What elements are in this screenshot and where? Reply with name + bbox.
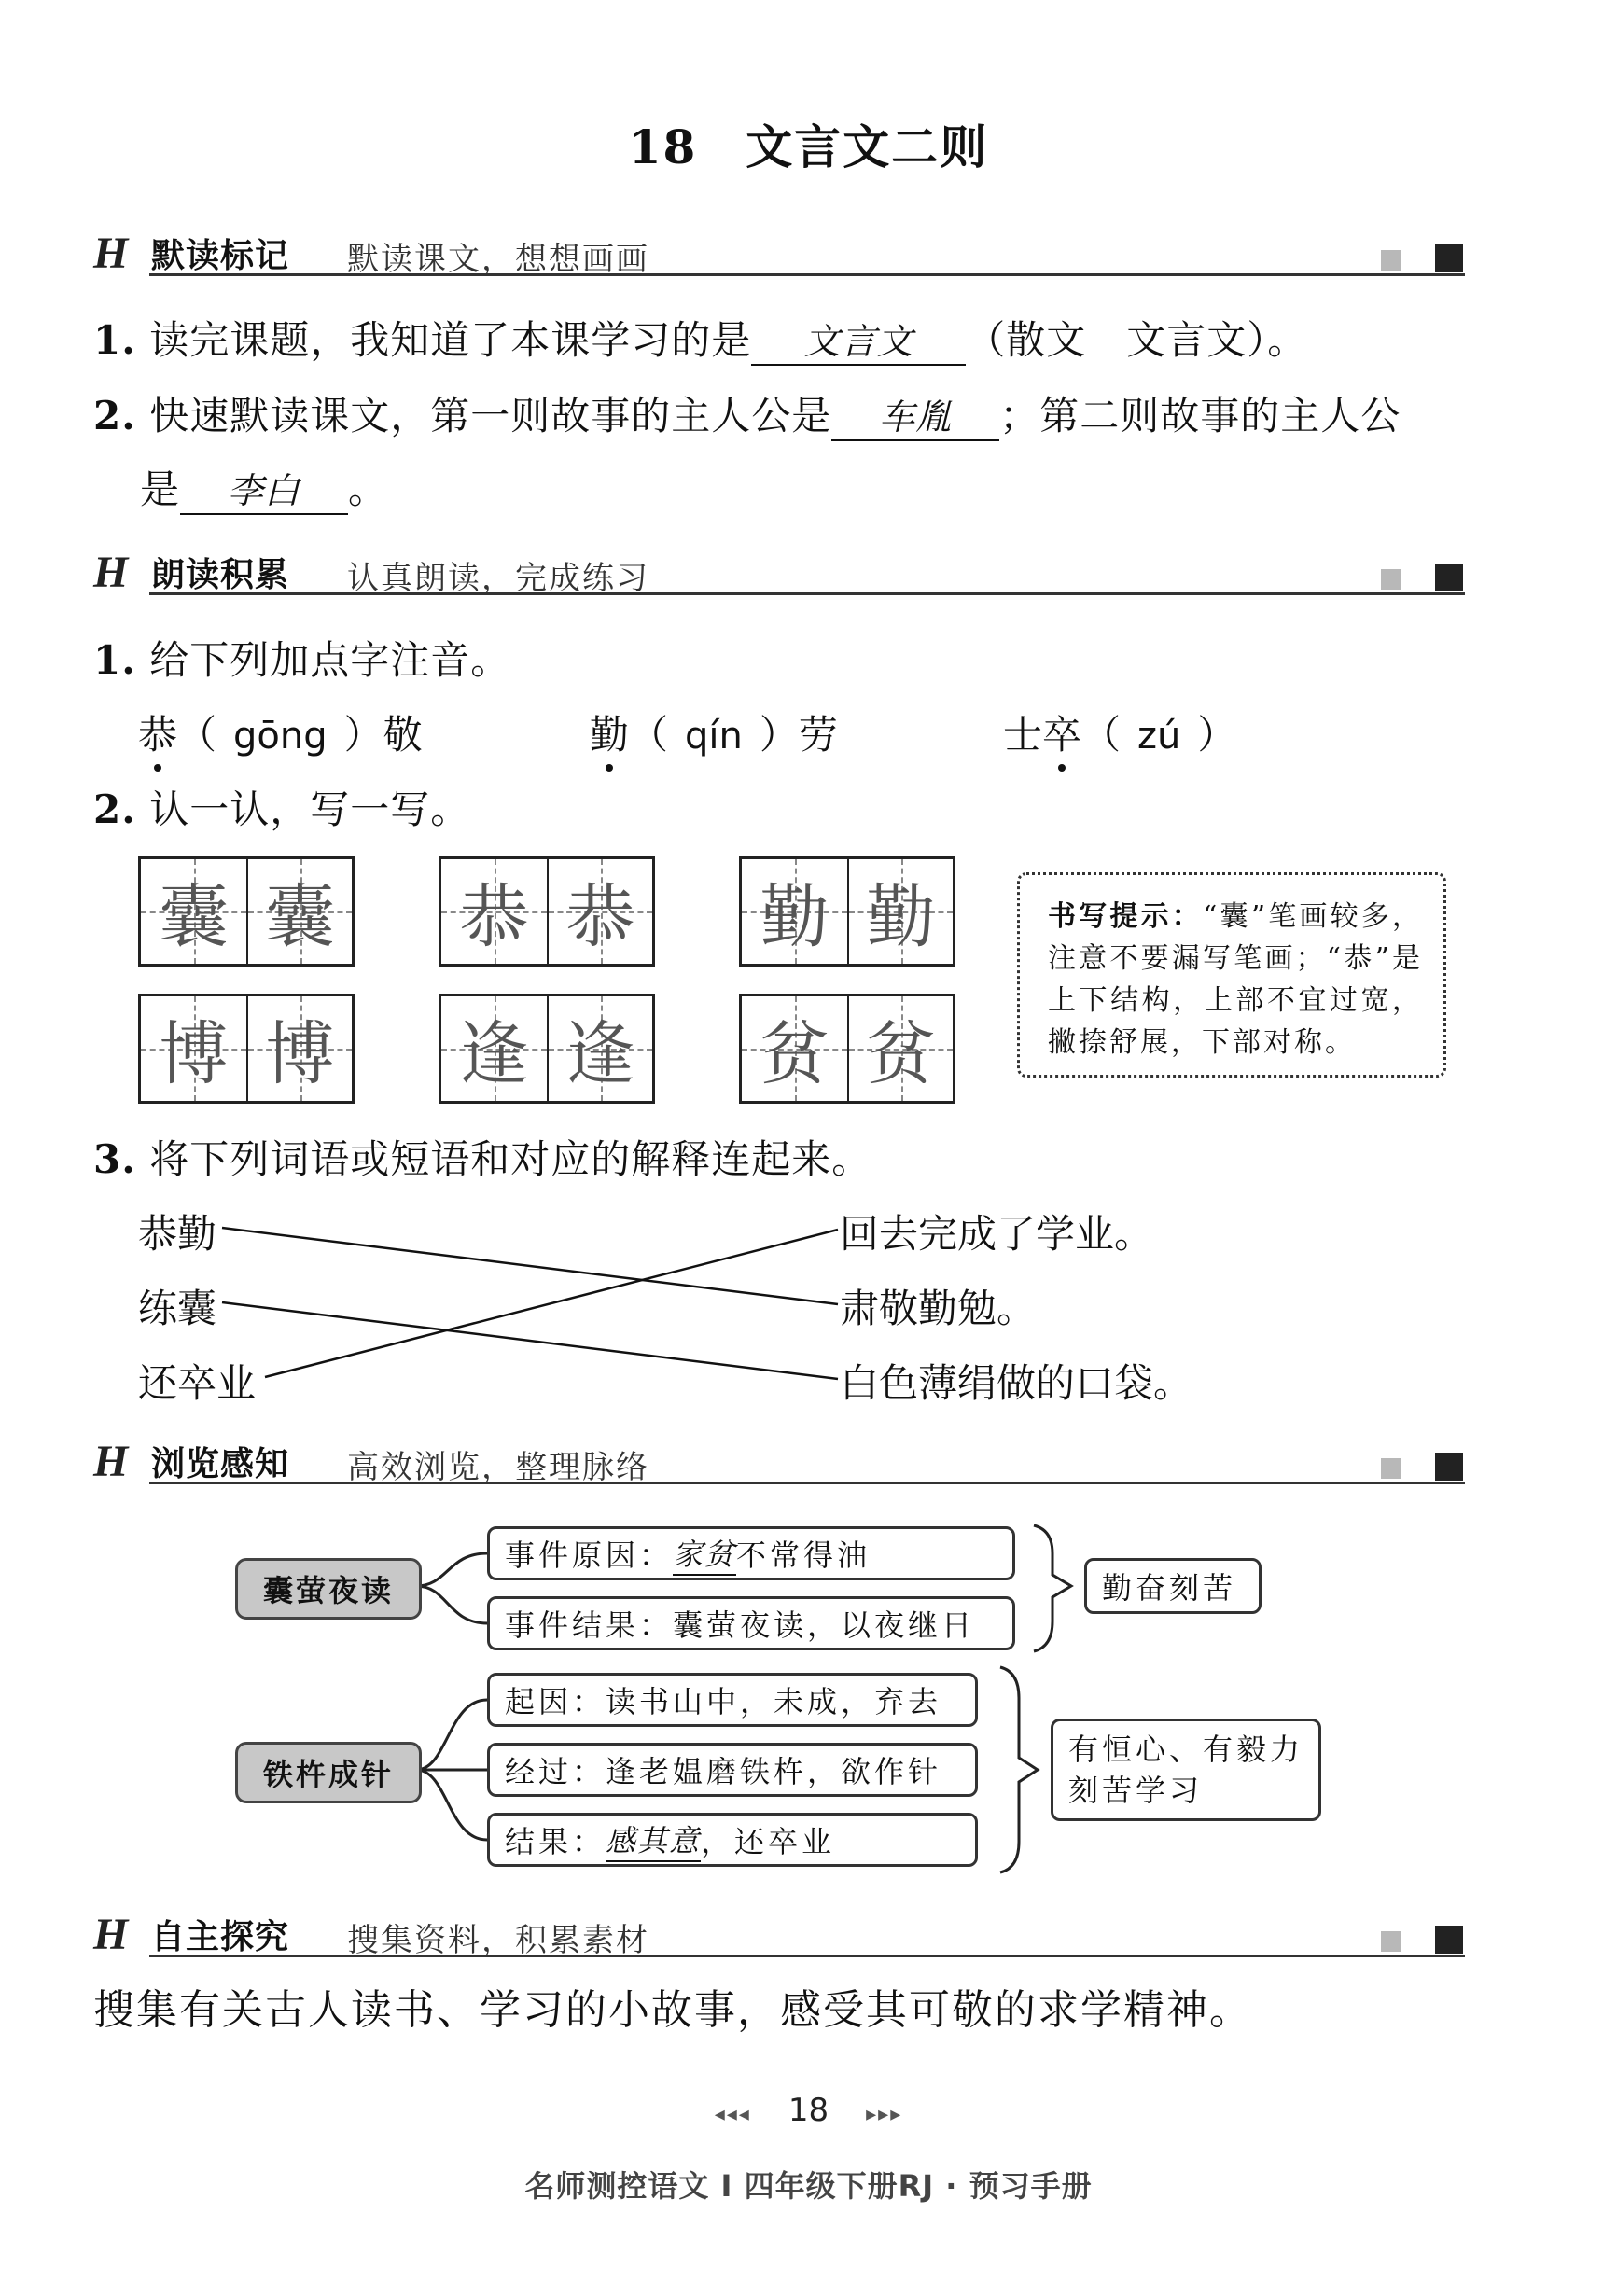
pinyin-pre: 士 [1003,712,1043,758]
story1-cause-box [487,1526,1015,1580]
grid-char: 勤 [866,877,936,957]
handwritten-answer[interactable]: 家贫 [673,1531,736,1576]
question-text: 认一认，写一写。 [149,786,471,832]
grid-char: 恭 [459,877,529,957]
section-rule [149,1955,1465,1957]
question-number: 1. [93,637,136,683]
question-text: 。 [348,466,389,512]
box-label: 经过： [505,1754,606,1789]
prev-arrows-icon: ◂◂◂ [714,2103,751,2126]
grid-char: 贫 [866,1014,936,1094]
pinyin-answer[interactable]: zú [1137,715,1181,758]
match-right-item[interactable]: 白色薄绢做的口袋。 [840,1360,1193,1406]
tip-label: 书写提示： [1048,900,1203,933]
gray-square-icon [1381,1931,1401,1952]
story2-summary-box [1051,1719,1321,1821]
box-text: 囊萤夜读，以夜继日 [673,1607,976,1643]
section-logo-icon: H [93,1437,129,1486]
question-text: 将下列词语或短语和对应的解释连起来。 [149,1136,872,1182]
paren-close: ） [1197,712,1237,758]
question-text: 是 [140,466,181,512]
story-title-pill: 囊萤夜读 [235,1558,422,1620]
grid-char: 囊 [159,877,229,957]
summary-line: 刻苦学习 [1068,1773,1204,1808]
paren: （ [1081,712,1122,758]
brace-right [1000,1667,1038,1872]
story2-end-box [487,1813,978,1867]
section-logo-icon: H [93,229,129,278]
section-subtitle: 认真朗读，完成练习 [347,560,649,597]
section-subtitle: 高效浏览，整理脉络 [347,1449,649,1486]
connector [416,1586,487,1623]
dotted-char: 恭 [138,704,177,760]
footer-book-title: 名师测控语文 I 四年级下册RJ · 预习手册 [524,2168,1093,2204]
question-number: 3. [93,1136,136,1182]
match-left-item[interactable]: 恭勤 [138,1211,217,1257]
paren: （ [629,712,669,758]
match-left-item[interactable]: 练囊 [138,1286,217,1331]
section-subtitle: 搜集资料，积累素材 [347,1922,649,1959]
question-number: 1. [93,317,136,363]
question-text: 读完课题，我知道了本课学习的是 [149,317,752,363]
box-label: 结果： [505,1824,606,1859]
story1-result-box [487,1596,1015,1650]
box-text: ，还卒业 [701,1824,836,1859]
box-text: 不常得油 [736,1538,871,1573]
pinyin-answer[interactable]: qín [685,715,743,758]
dotted-char: 卒 [1042,704,1081,760]
match-left-item[interactable]: 还卒业 [138,1360,257,1406]
page-number-bar [0,2092,1617,2129]
section-logo-icon: H [93,1910,129,1959]
handwritten-answer[interactable]: 感其意 [606,1817,701,1862]
section-header-explore [93,1905,1465,1961]
answer-blank[interactable]: 李白 [180,462,348,515]
next-arrows-icon: ▸▸▸ [866,2103,903,2126]
question-text: ；第二则故事的主人公 [999,393,1401,438]
summary-line: 有恒心、有毅力 [1068,1732,1304,1767]
paren: （ [177,712,217,758]
question-number: 2. [93,393,136,438]
grid-char: 囊 [265,877,335,957]
paren-close: ）劳 [759,712,838,758]
grid-char: 逢 [565,1014,635,1094]
match-right-item[interactable]: 肃敬勤勉。 [840,1286,1037,1331]
lesson-number: 18 [628,119,698,174]
question-text: 快速默读课文，第一则故事的主人公是 [149,393,832,438]
tip-text: “囊”笔画较多，注意不要漏写笔画；“恭”是上下结构，上部不宜过宽，撇捺舒展，下部对称。 [1048,900,1423,1059]
section-name: 默读标记 [151,237,290,275]
box-label: 事件原因： [505,1538,674,1573]
section-name: 浏览感知 [151,1445,290,1483]
story2-start-box [487,1673,978,1727]
section-logo-icon: H [93,548,129,597]
section-subtitle: 默读课文，想想画画 [347,241,649,278]
paren-close: ）敬 [343,712,423,758]
match-right-item[interactable]: 回去完成了学业。 [840,1211,1154,1257]
box-label: 起因： [505,1684,606,1719]
grid-char: 勤 [760,877,829,957]
story-title-pill: 铁杵成针 [235,1742,422,1803]
pinyin-answer[interactable]: gōng [233,715,328,758]
page-number: 18 [788,2092,829,2129]
box-text: 读书山中，未成，弃去 [606,1684,942,1719]
box-text: 逢老媪磨铁杵，欲作针 [606,1754,942,1789]
question-number: 2. [93,786,136,832]
question-options: （散文 文言文）。 [966,317,1308,363]
connector [416,1770,487,1840]
lesson-name: 文言文二则 [746,119,989,174]
section-name: 朗读积累 [151,556,290,594]
answer-blank[interactable]: 车胤 [831,388,999,441]
grid-char: 逢 [459,1014,529,1094]
section-name: 自主探究 [151,1918,290,1956]
black-square-icon [1435,1926,1463,1954]
story2-process-box [487,1743,978,1797]
story1-summary-box: 勤奋刻苦 [1084,1558,1262,1614]
connector [416,1700,487,1770]
answer-blank[interactable]: 文言文 [751,313,966,366]
box-label: 事件结果： [505,1607,674,1643]
explore-task-text: 搜集有关古人读书、学习的小故事，感受其可敬的求学精神。 [93,1986,1252,2034]
grid-char: 博 [159,1014,229,1094]
question-text: 给下列加点字注音。 [149,637,511,683]
dotted-char: 勤 [590,704,629,760]
grid-char: 博 [265,1014,335,1094]
connector [416,1553,487,1586]
grid-char: 恭 [565,877,635,957]
grid-char: 贫 [760,1014,829,1094]
brace-right [1034,1525,1071,1651]
